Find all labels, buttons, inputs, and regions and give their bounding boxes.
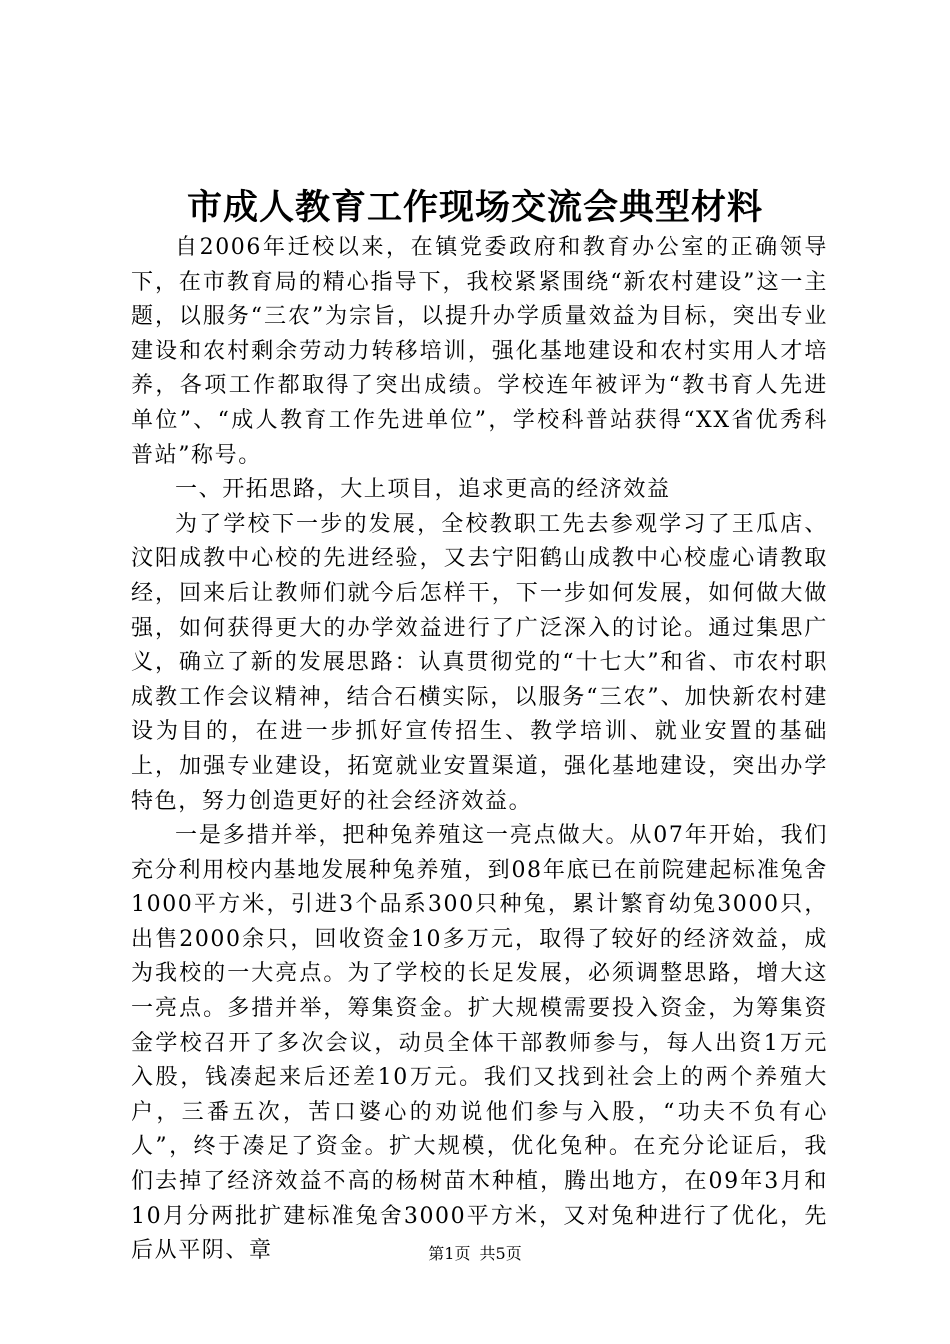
page-number: 第1页	[428, 1244, 471, 1263]
document-title: 市成人教育工作现场交流会典型材料	[186, 187, 763, 228]
paragraph-intro: 自2006年迁校以来，在镇党委政府和教育办公室的正确领导下，在市教育局的精心指导下，我校紧紧围绕“新农村建设”这一主题，以服务“三农”为宗旨，以提升办学质量效益为目标，突出专业建设和农村剩余劳动力转移培训，强化基地建设和农村实用人才培养，各项工作都取得了突出成绩。学校连年被评为“教书育人先进单位”、“成人教育工作先进单位”，学校科普站获得“XX省优秀科普站”称号。	[131, 235, 828, 468]
paragraph-development-ideas: 为了学校下一步的发展，全校教职工先去参观学习了王瓜店、汶阳成教中心校的先进经验，又去宁阳鹤山成教中心校虚心请教取经，回来后让教师们就今后怎样干，下一步如何发展，如何做大做强，如何获得更大的办学效益进行了广泛深入的讨论。通过集思广义，确立了新的发展思路：认真贯彻党的“十七大”和省、市农村职成教工作会议精神，结合石横实际，以服务“三农”、加快新农村建设为目的，在进一步抓好宣传招生、教学培训、就业安置的基础上，加强专业建设，拓宽就业安置渠道，强化基地建设，突出办学特色，努力创造更好的社会经济效益。	[131, 511, 828, 814]
paragraph-rabbit-breeding: 一是多措并举，把种兔养殖这一亮点做大。从07年开始，我们充分利用校内基地发展种兔养殖，到08年底已在前院建起标准兔舍1000平方米，引进3个品系300只种兔，累计繁育幼兔3000只，出售2000余只，回收资金10多万元，取得了较好的经济效益，成为我校的一大亮点。为了学校的长足发展，必须调整思路，增大这一亮点。多措并举，筹集资金。扩大规模需要投入资金，为筹集资金学校召开了多次会议，动员全体干部教师参与，每人出资1万元入股，钱凑起来后还差10万元。我们又找到社会上的两个养殖大户，三番五次，苦口婆心的劝说他们参与入股，“功夫不负有心人”，终于凑足了资金。扩大规模，优化兔种。在充分论证后，我们去掉了经济效益不高的杨树苗木种植，腾出地方，在09年3月和10月分两批扩建标准兔舍3000平方米，又对兔种进行了优化，先后从平阴、章	[131, 823, 828, 1264]
page-total: 共5页	[479, 1244, 522, 1263]
section-heading-1: 一、开拓思路，大上项目，追求更高的经济效益	[175, 477, 671, 503]
page-footer	[0, 1243, 950, 1265]
document-body	[131, 231, 828, 1269]
